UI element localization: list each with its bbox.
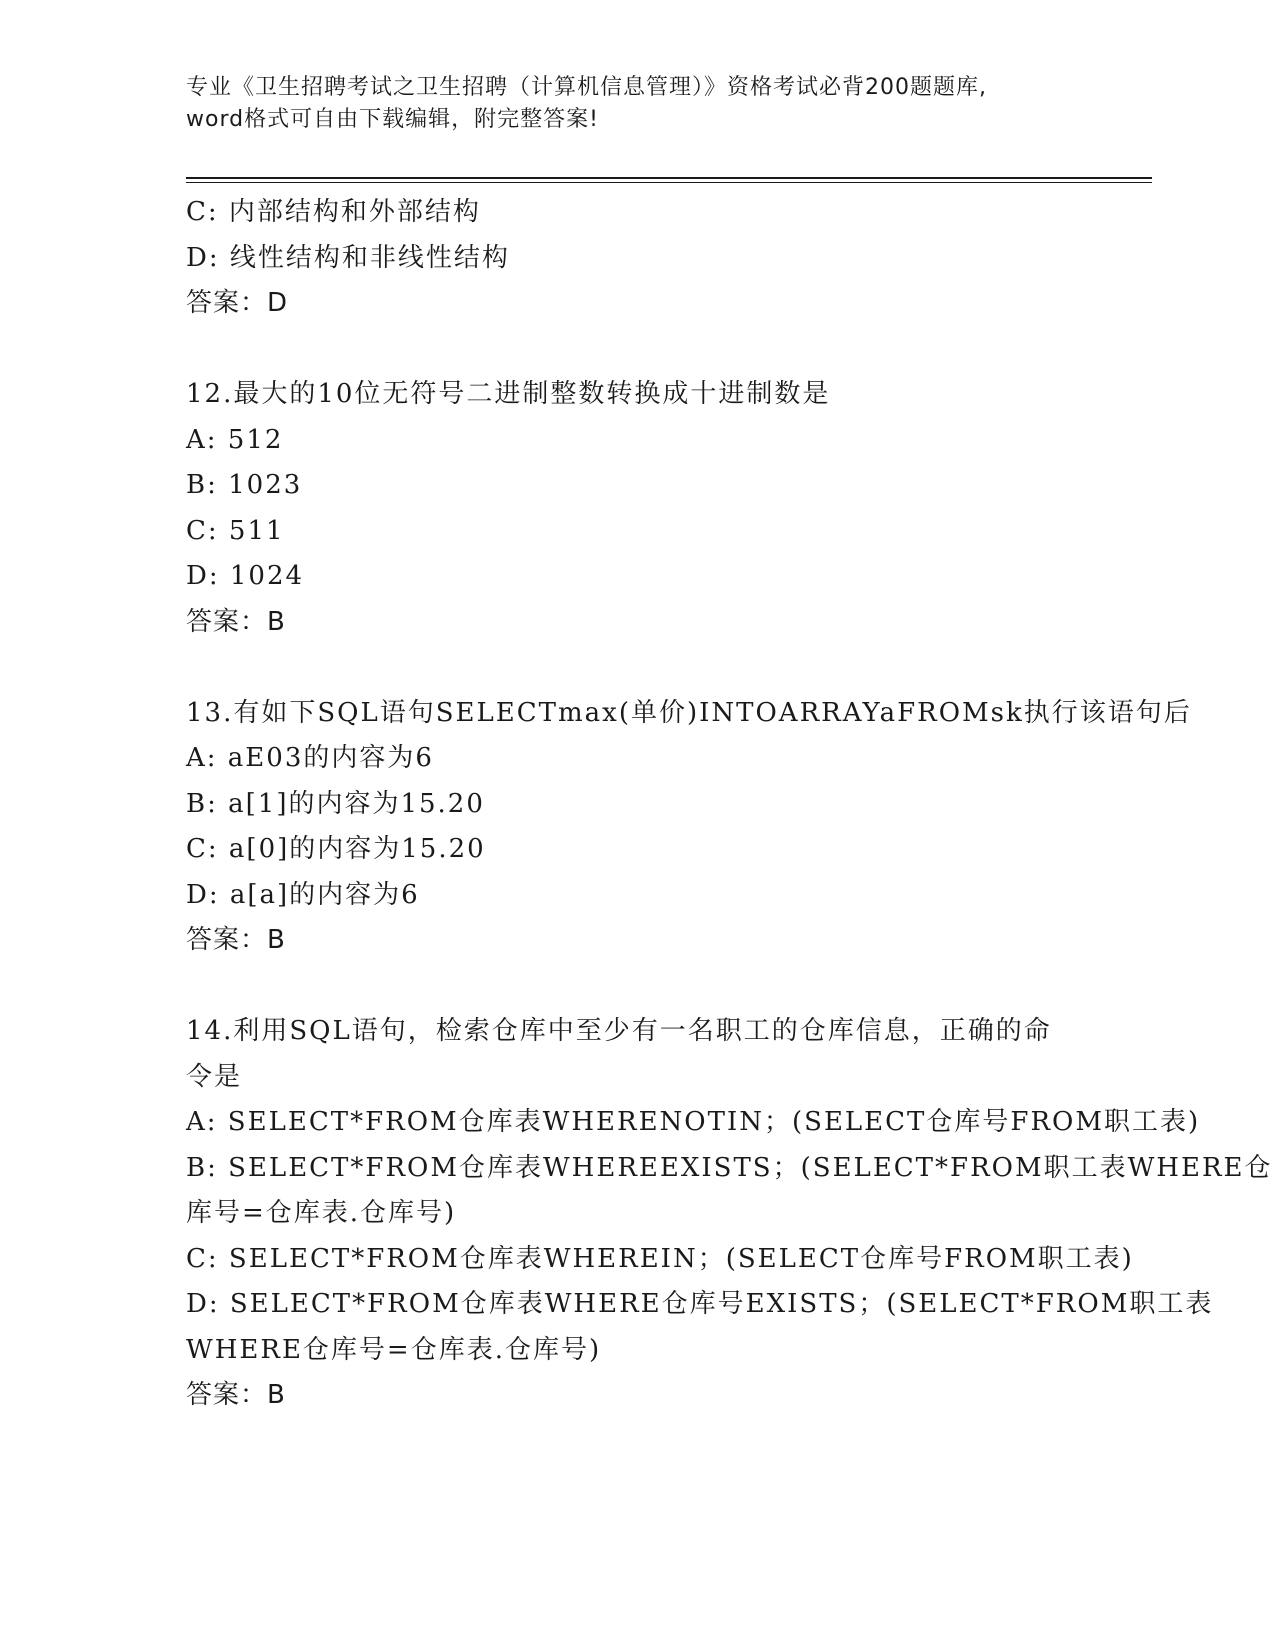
option-c: C: 内部结构和外部结构 [186,197,481,227]
option-d: D: SELECT*FROM仓库表WHERE仓库号EXISTS；(SELECT*FROM职工表 [186,1289,1214,1319]
answer-line: 答案：D [186,288,289,318]
header-divider-thick [186,177,1152,179]
header-title-line-1: 专业《卫生招聘考试之卫生招聘（计算机信息管理）》资格考试必背200题题库, [186,75,987,100]
option-a: A: 512 [186,424,284,455]
question-spacer [186,327,1086,373]
question-11 [186,190,1086,327]
option-c: C: a[0]的内容为15.20 [186,834,486,864]
question-spacer [186,645,1086,691]
question-spacer [186,964,1086,1010]
option-c: C: 511 [186,515,285,546]
option-c: C: SELECT*FROM仓库表WHEREIN；(SELECT仓库号FROM职工表) [186,1243,1134,1274]
question-stem: 12.最大的10位无符号二进制整数转换成十进制数是 [186,379,831,409]
answer-line: 答案：B [186,1380,286,1410]
option-d: D: 1024 [186,561,305,591]
option-d-continued: WHERE仓库号=仓库表.仓库号) [186,1334,602,1365]
option-d: D: 线性结构和非线性结构 [186,242,510,273]
option-a: A: SELECT*FROM仓库表WHERENOTIN；(SELECT仓库号FROM职工表) [186,1107,1201,1137]
question-13 [186,691,1192,964]
header-title-line-2: word格式可自由下载编辑，附完整答案! [186,107,599,132]
header-divider-thin [186,182,1152,183]
option-b: B: a[1]的内容为15.20 [186,788,485,819]
question-12 [186,372,1086,645]
question-list [186,190,1273,1419]
answer-line: 答案：B [186,606,286,637]
question-14 [186,1009,1273,1419]
option-b: B: 1023 [186,470,303,500]
question-stem: 13.有如下SQL语句SELECTmax(单价)INTOARRAYaFROMsk执行该语句后 [186,697,1192,728]
question-stem-continued: 令是 [186,1061,243,1092]
option-a: A: aE03的内容为6 [186,743,434,773]
option-d: D: a[a]的内容为6 [186,879,420,910]
answer-line: 答案：B [186,925,286,955]
option-b-continued: 库号=仓库表.仓库号) [186,1198,457,1228]
question-stem: 14.利用SQL语句，检索仓库中至少有一名职工的仓库信息，正确的命 [186,1016,1052,1046]
page-header [186,72,1066,136]
option-b: B: SELECT*FROM仓库表WHEREEXISTS；(SELECT*FROM职工表WHERE仓 [186,1152,1273,1183]
